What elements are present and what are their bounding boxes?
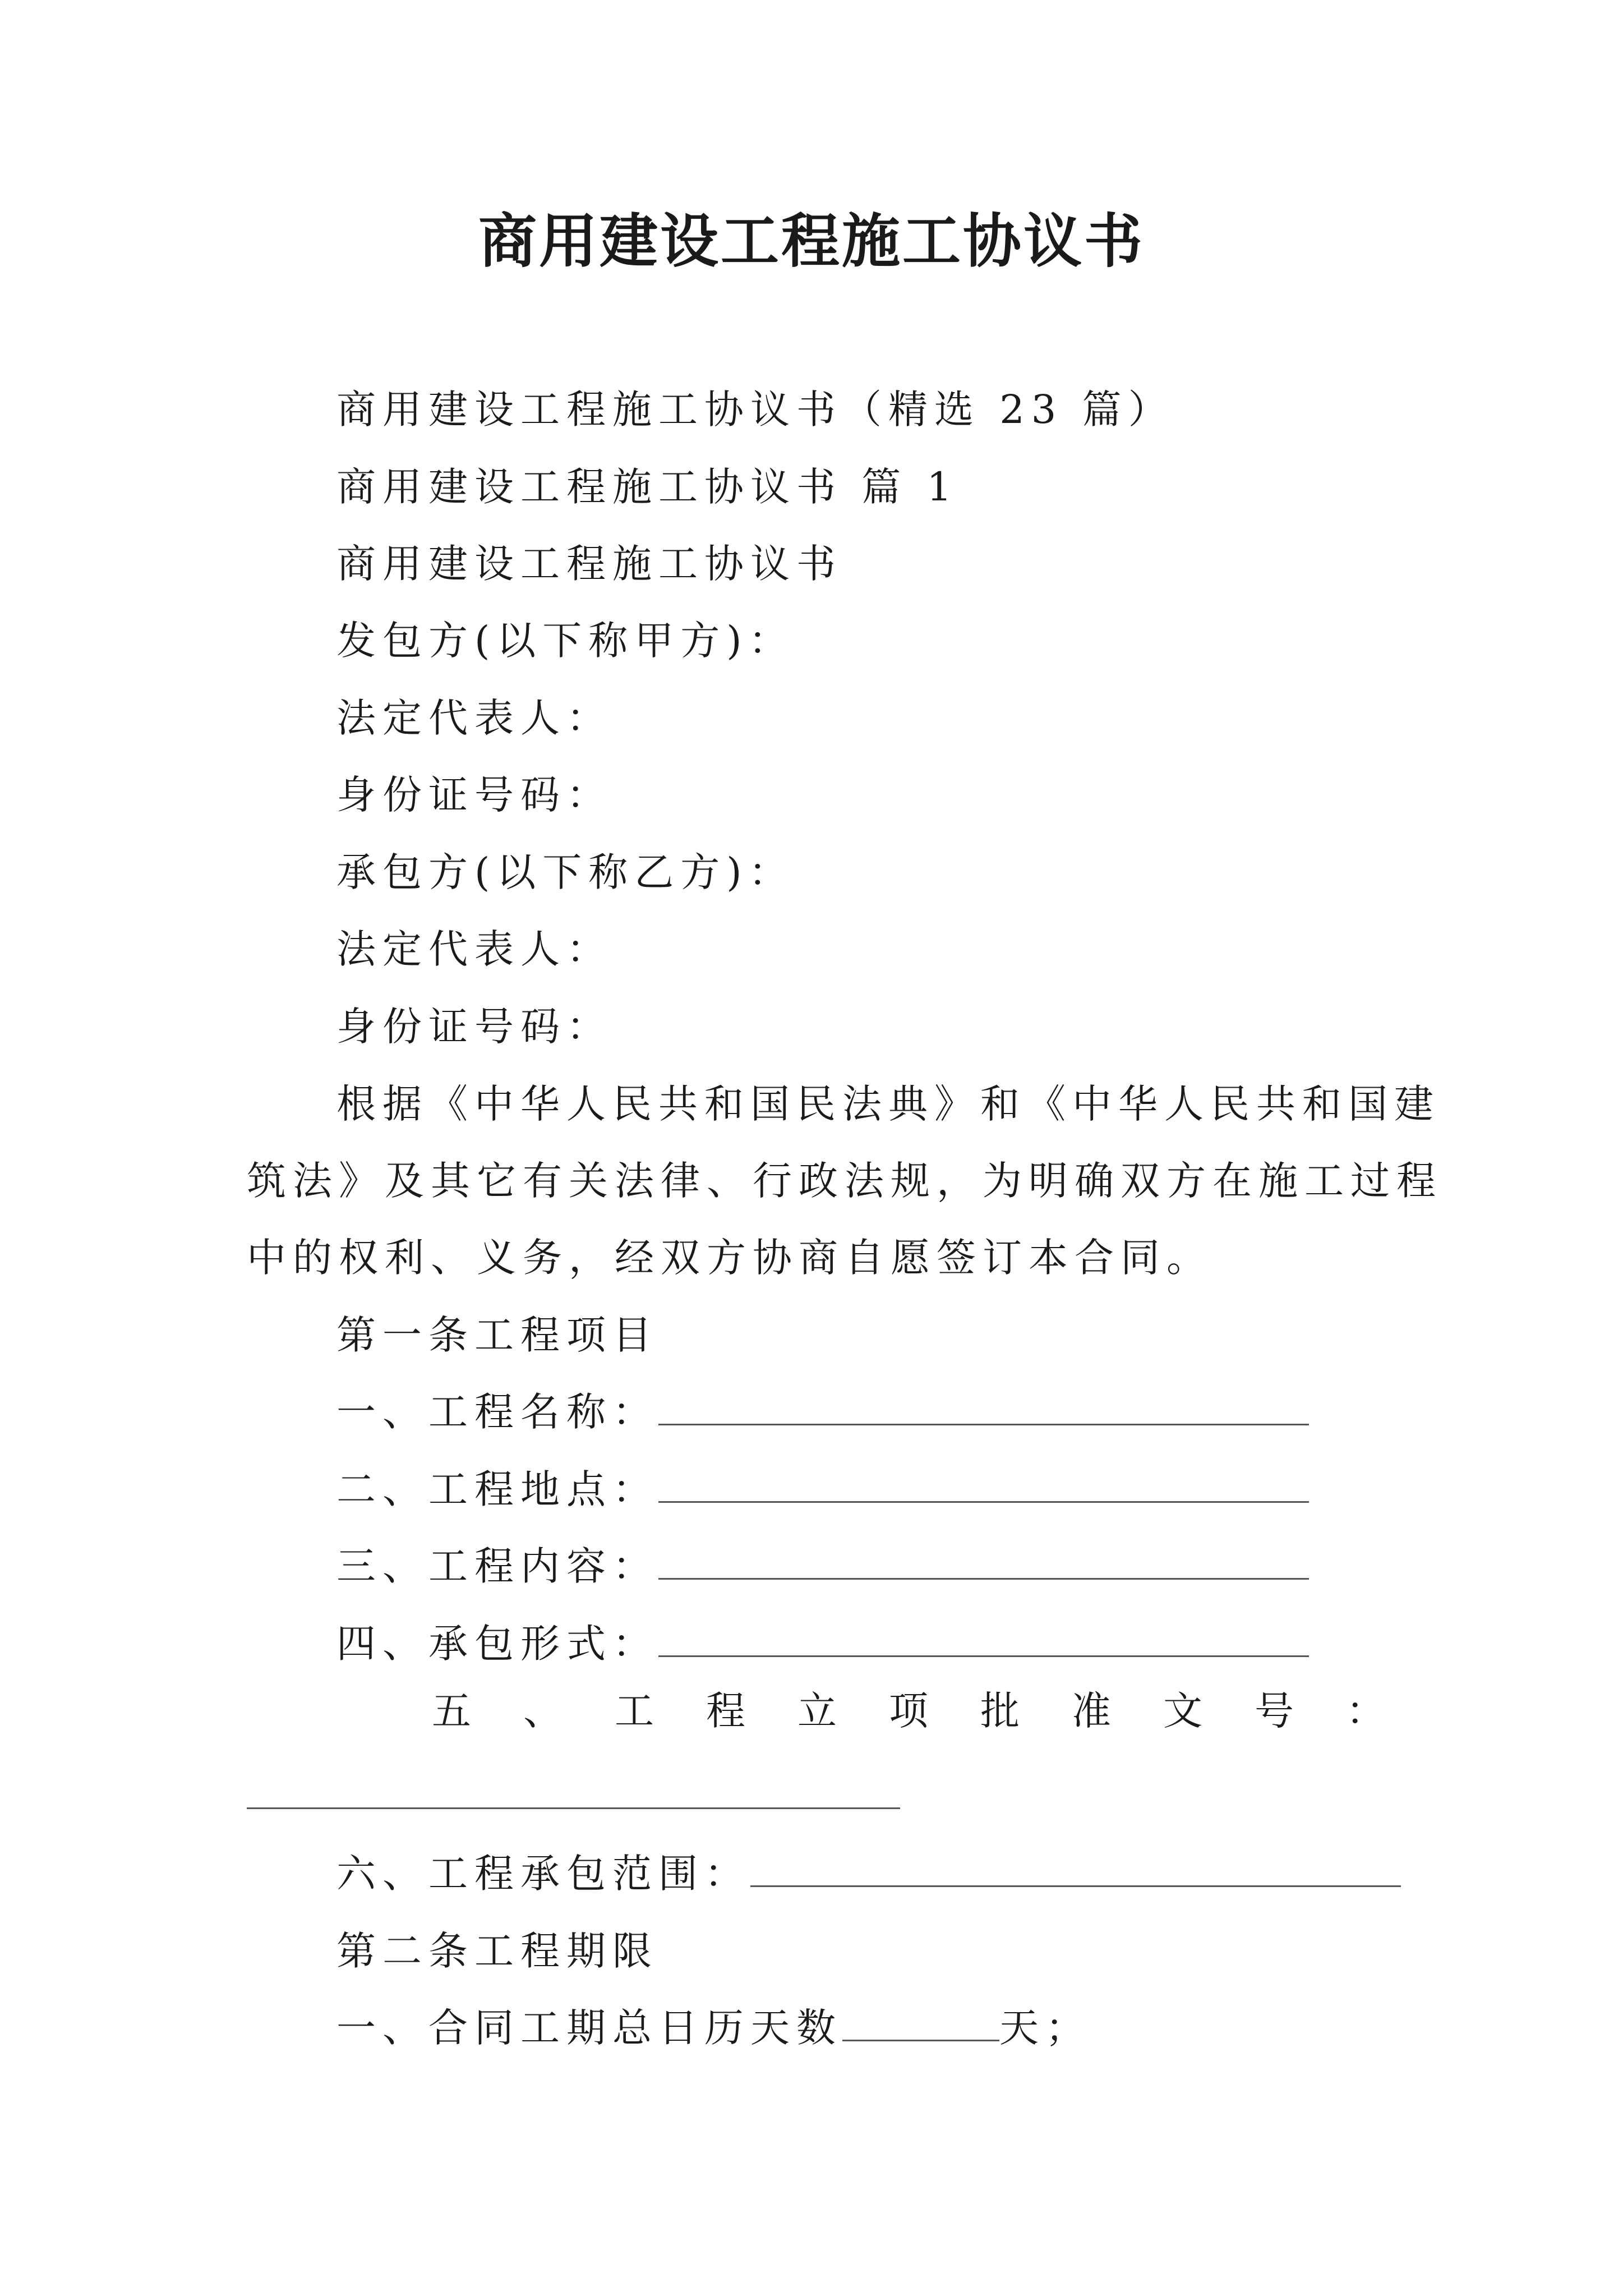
spread-char: ： [1346,1688,1385,1734]
fill-blank [658,1622,1309,1657]
party-a-id: 身份证号码： [336,772,612,818]
article-1-heading: 第一条工程项目 [336,1312,658,1358]
field-suffix: 天； [999,2005,1091,2051]
party-a-representative: 法定代表人： [336,695,612,741]
spread-char: 工 [615,1688,654,1734]
fill-blank [658,1390,1309,1425]
spread-char: 五 [432,1688,471,1734]
field-project-content [336,1538,1309,1594]
field-total-days [336,2000,1091,2056]
fill-blank [750,1852,1401,1887]
party-a-label: 发包方(以下称甲方)： [336,618,795,664]
paragraph-line-2: 筑法》及其它有关法律、行政法规，为明确双方在施工过程 [247,1158,1442,1204]
spread-char: 立 [797,1688,837,1734]
spread-char: 批 [980,1688,1020,1734]
spread-char: 程 [706,1688,745,1734]
field-label: 二、工程地点： [336,1466,658,1512]
field-approval-number [432,1683,1385,1739]
field-contract-form [336,1616,1309,1672]
fill-blank [247,1807,900,1809]
subtitle-line: 商用建设工程施工协议书（精选 23 篇） [336,386,1174,432]
field-label: 一、工程名称： [336,1389,658,1435]
party-b-representative: 法定代表人： [336,926,612,972]
field-contract-scope [336,1846,1401,1902]
party-b-id: 身份证号码： [336,1004,612,1050]
article-2-heading: 第二条工程期限 [336,1928,658,1974]
field-label: 一、合同工期总日历天数 [336,2005,842,2051]
spread-char: 项 [889,1688,928,1734]
paragraph-line-1: 根据《中华人民共和国民法典》和《中华人民共和国建 [336,1081,1440,1127]
fill-blank [842,2006,999,2041]
spread-char: 准 [1072,1688,1111,1734]
fill-blank [658,1467,1309,1503]
paragraph-line-3: 中的权利、义务，经双方协商自愿签订本合同。 [247,1235,1212,1281]
field-label: 三、工程内容： [336,1543,658,1589]
section-heading: 商用建设工程施工协议书 篇 1 [336,464,959,510]
field-label: 六、工程承包范围： [336,1851,750,1897]
fill-blank [658,1544,1309,1580]
party-b-label: 承包方(以下称乙方)： [336,849,795,895]
spread-char: 、 [523,1688,562,1734]
field-project-name [336,1384,1309,1440]
spread-char: 文 [1163,1688,1202,1734]
contract-name: 商用建设工程施工协议书 [336,541,842,587]
document-title: 商用建设工程施工协议书 [478,206,1145,275]
field-label: 四、承包形式： [336,1621,658,1667]
field-project-location [336,1461,1309,1517]
spread-char: 号 [1255,1688,1294,1734]
